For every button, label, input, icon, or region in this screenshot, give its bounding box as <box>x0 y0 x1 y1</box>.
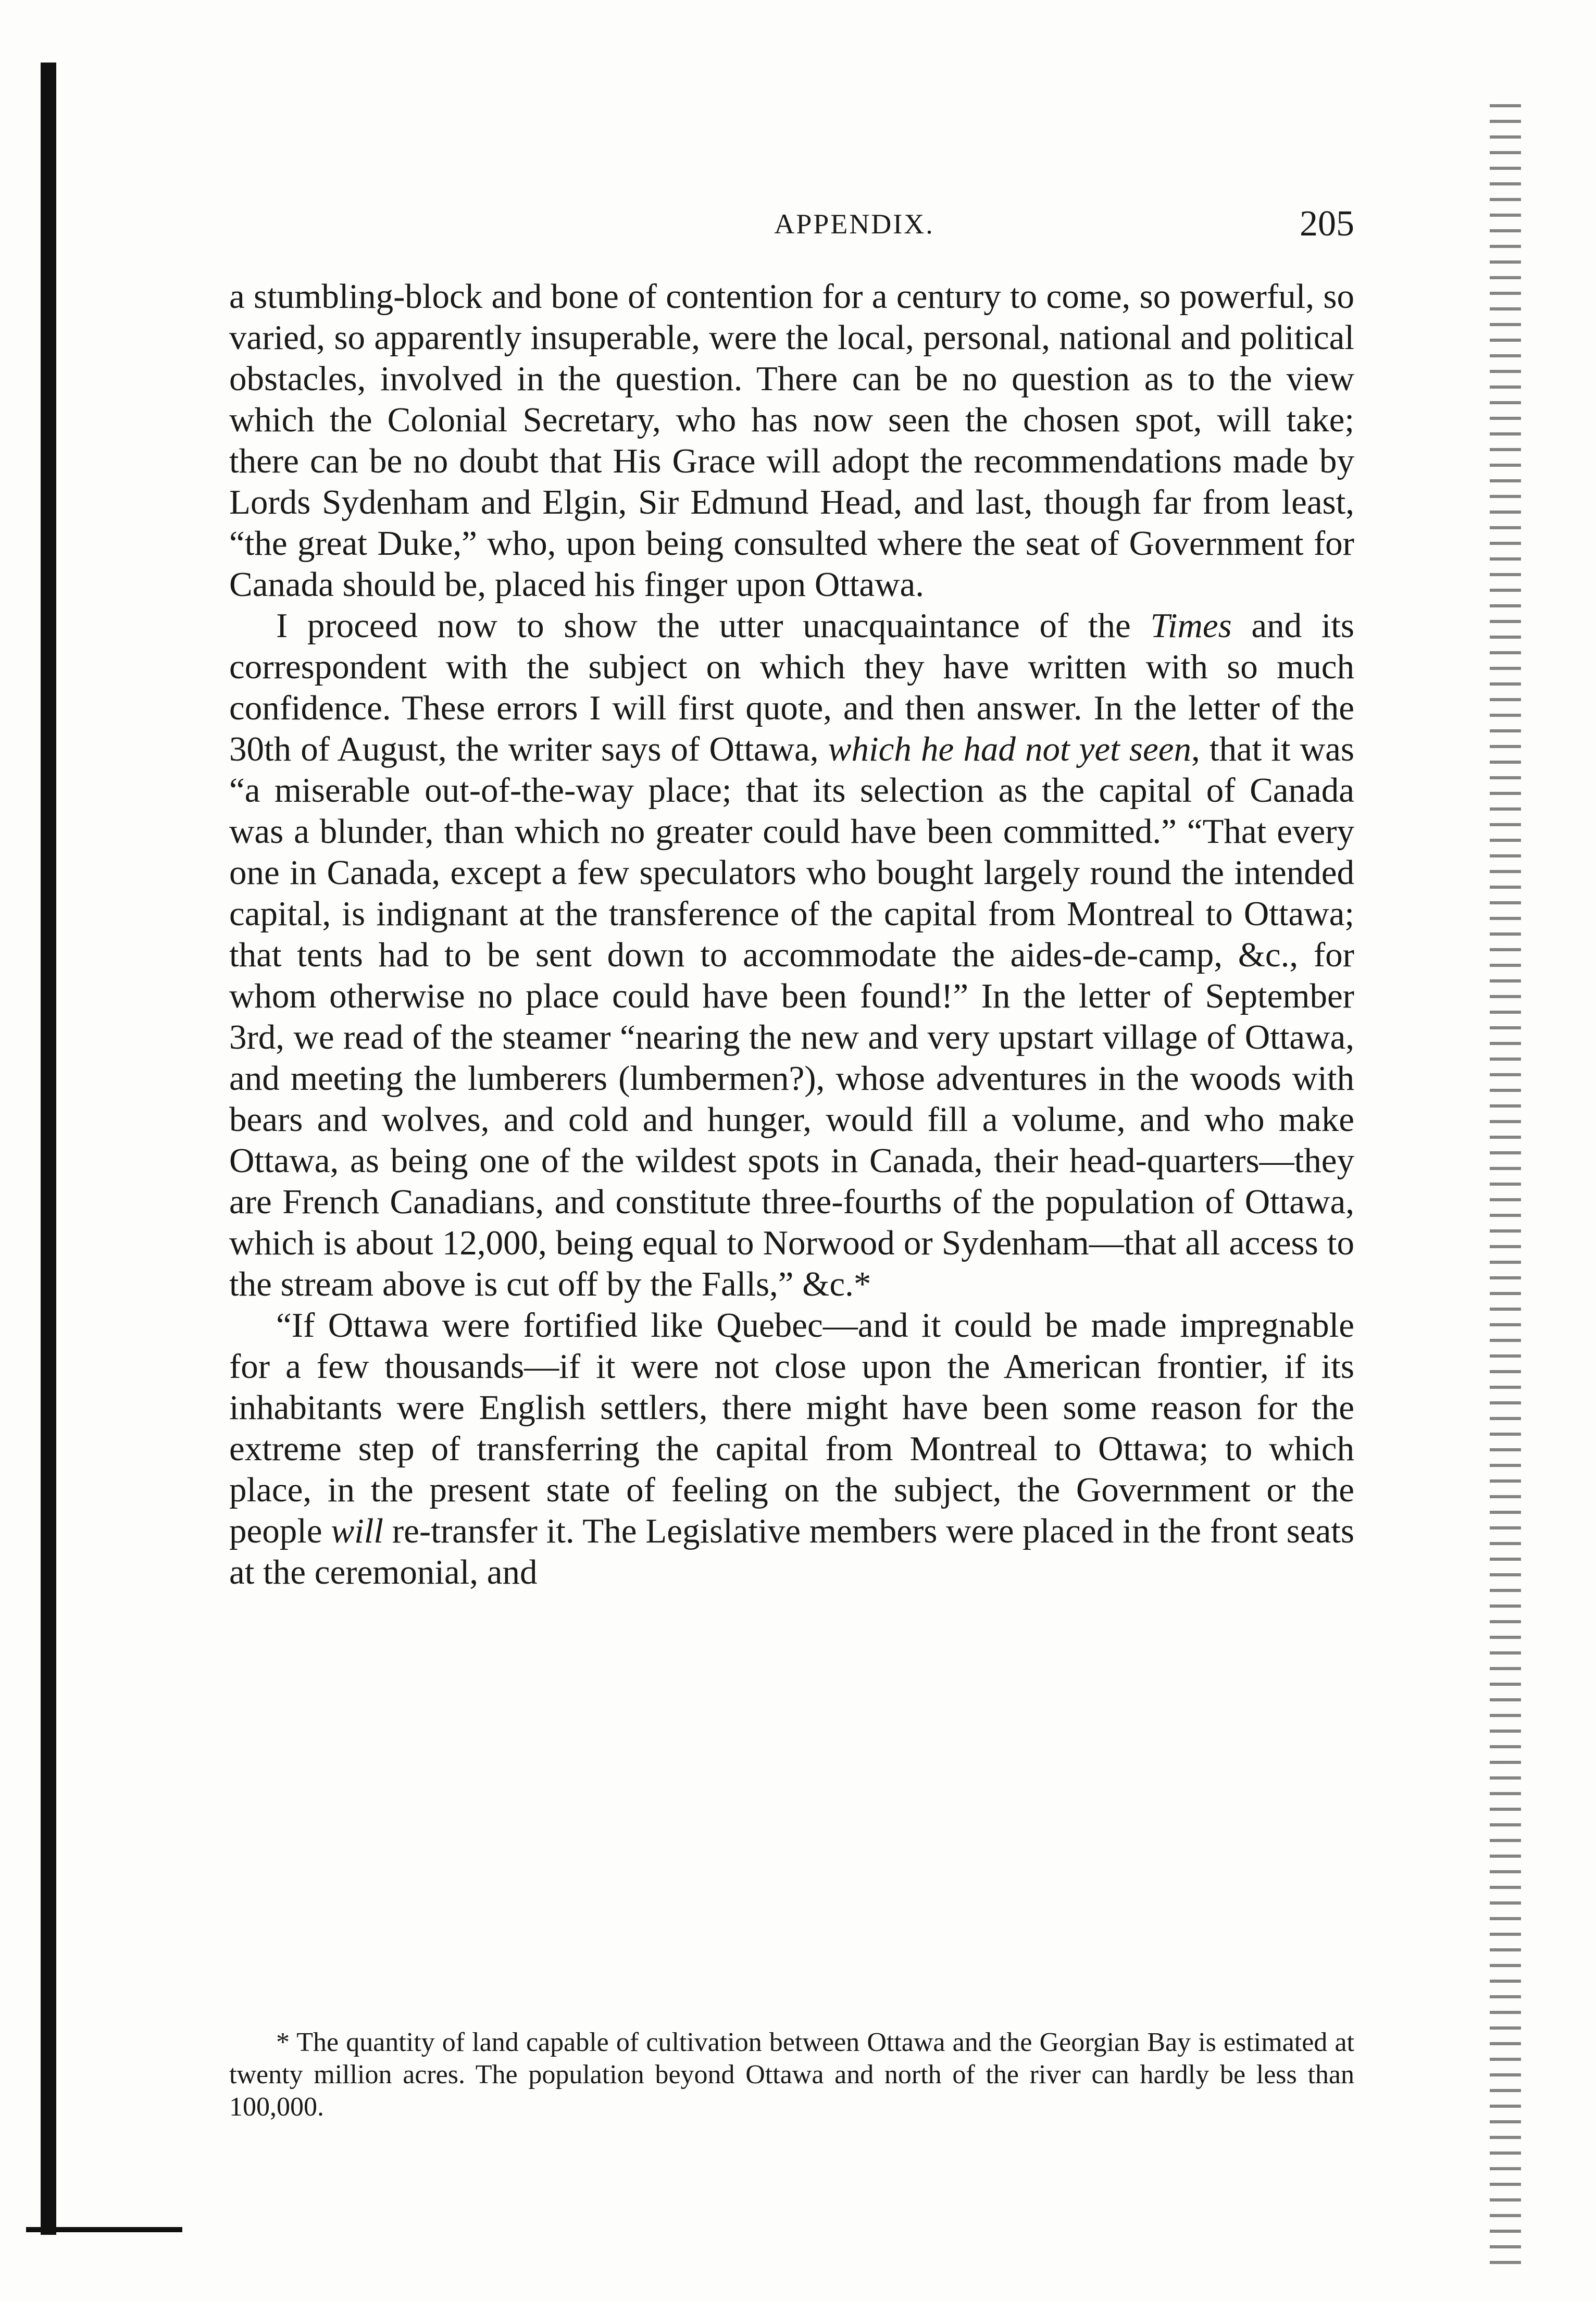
footnote-text: * The quantity of land capable of cultivation between Ottawa and the Georgian Bay is estimated at twenty million acres. The population beyond Ottawa and north of the river can hardly be less than 100,000. <box>229 2028 1354 2122</box>
footnote <box>229 2026 1354 2123</box>
times-italic: Times <box>1150 606 1232 645</box>
paragraph-3 <box>229 1305 1354 1593</box>
paragraph-2-part-a: I proceed now to show the utter unacquaintance of the <box>276 606 1151 645</box>
running-title: APPENDIX. <box>774 208 934 240</box>
running-head <box>229 201 1354 247</box>
will-italic: will <box>331 1512 383 1550</box>
page-edge-right <box>1490 104 1521 2266</box>
paragraph-2 <box>229 605 1354 1305</box>
body-text <box>229 276 1354 1593</box>
not-yet-seen-italic: which he had not yet seen <box>828 730 1191 768</box>
binding-shadow-foot <box>26 2227 182 2232</box>
paragraph-3-part-a: “If Ottawa were fortified like Quebec—and it could be made impregnable for a few thousands—if it were not close upon the American frontier, if its inhabitants were English settlers, there might have been some reason for the extreme step of transferring the capital from Montreal to Ottawa; to which place, in the present state of feeling on the subject, the Government or the people <box>229 1306 1354 1550</box>
paragraph-3-part-b: re-transfer it. The Legislative members were placed in the front seats at the ceremonial, and <box>229 1512 1354 1591</box>
paragraph-2-part-c: , that it was “a miserable out-of-the-way place; that its selection as the capital of Canada was a blunder, than which no greater could have been committed.” “That every one in Canada, except a few speculators who bought largely round the intended capital, is indignant at the transference of the capital from Montreal to Ottawa; that tents had to be sent down to accommodate the aides-de-camp, &c., for whom otherwise no place could have been found!” In the letter of September 3rd, we read of the steamer “nearing the new and very upstart village of Ottawa, and meeting the lumberers (lumbermen?), whose adventures in the woods with bears and wolves, and cold and hunger, would fill a volume, and who make Ottawa, as being one of the wildest spots in Canada, their head-quarters—they are French Canadians, and constitute three-fourths of the population of Ottawa, which is about 12,000, being equal to Norwood or Sydenham—that all access to the stream above is cut off by the Falls,” &c.* <box>229 730 1354 1303</box>
paragraph-1: a stumbling-block and bone of contention for a century to come, so powerful, so varied, so apparently insuperable, were the local, personal, national and political obstacles, involved in the question. There can be no question as to the view which the Colonial Secretary, who has now seen the chosen spot, will take; there can be no doubt that His Grace will adopt the recommendations made by Lords Sydenham and Elgin, Sir Edmund Head, and last, though far from least, “the great Duke,” who, upon being consulted where the seat of Government for Canada should be, placed his finger upon Ottawa. <box>229 277 1354 604</box>
page-number: 205 <box>1300 204 1354 244</box>
binding-shadow-left <box>41 63 56 2235</box>
paragraph-2-part-b: and its correspondent with the subject on which they have written with so much confidence. These errors I will first quote, and then answer. In the letter of the 30th of August, the writer says of Ottawa, <box>229 606 1354 768</box>
